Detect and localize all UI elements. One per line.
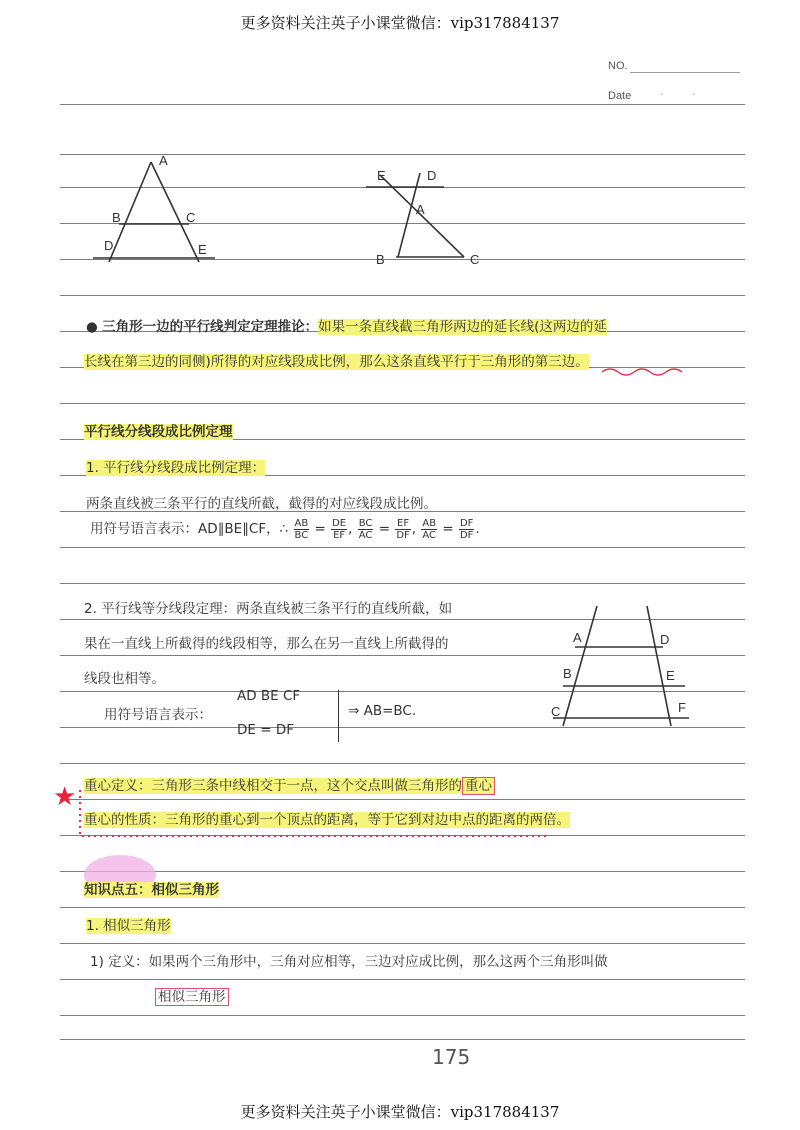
star-icon: ★ — [53, 782, 77, 812]
centroid-boxed-term: 重心 — [462, 777, 495, 795]
item2-line-2: 果在一直线上所截得的线段相等，那么在另一直线上所截得的 — [84, 636, 449, 652]
centroid-def-label: 重心定义： — [84, 778, 152, 794]
diagram2-label-d: D — [427, 168, 437, 183]
knowledge-def-label: 1) 定义： — [90, 954, 149, 970]
diagram1-label-b: B — [112, 210, 121, 225]
centroid-prop-text: 三角形的重心到一个顶点的距离，等于它到对边中点的距离的两倍。 — [165, 812, 570, 828]
item1-symbol: 用符号语言表示：AD∥BE∥CF，∴ $\frac{AB}{BC}$ = $\frac{DE}{EF}$ , $\frac{BC}{AC}$ = $\frac{EF}{DF}$ , $\frac{AB}{AC}$ = $\frac{DF}{DF}$ . — [90, 517, 480, 541]
brace-bar — [338, 690, 339, 742]
fraction-4: $\frac{EF}{DF}$ — [396, 517, 410, 541]
corollary-line-1 — [86, 315, 607, 335]
diagram3-label-a: A — [573, 630, 582, 645]
diagram1-label-e: E — [198, 242, 207, 257]
fraction-1: $\frac{AB}{BC}$ — [294, 517, 309, 541]
fraction-6: $\frac{DF}{DF}$ — [459, 517, 474, 541]
diagram1-label-c: C — [186, 210, 196, 225]
diagram1-label-a: A — [159, 153, 168, 168]
diagram1-label-d: D — [104, 238, 114, 253]
centroid-definition — [84, 774, 495, 794]
fraction-5: $\frac{AB}{AC}$ — [422, 517, 437, 541]
diagram3-label-e: E — [666, 668, 675, 683]
section-title: 平行线分线段成比例定理 — [84, 424, 233, 440]
corollary-label: 三角形一边的平行线判定定理推论： — [102, 319, 319, 335]
fraction-2: $\frac{DE}{EF}$ — [332, 517, 347, 541]
item2-result: ⇒ AB=BC. — [348, 703, 417, 719]
centroid-def-text: 三角形三条中线相交于一点，这个交点叫做三角形的 — [151, 778, 462, 794]
diagram3-label-d: D — [660, 632, 670, 647]
fraction-3: $\frac{BC}{AC}$ — [358, 517, 373, 541]
diagram3-label-c: C — [551, 704, 561, 719]
knowledge-def-text: 如果两个三角形中，三角对应相等，三边对应成比例，那么这两个三角形叫做 — [148, 954, 608, 970]
date-label: Date — [608, 90, 632, 102]
knowledge-definition — [90, 950, 608, 970]
no-label: NO. — [608, 60, 628, 72]
item2-line-1: 2. 平行线等分线段定理：两条直线被三条平行的直线所截，如 — [84, 601, 453, 617]
item2-condition-2: DE = DF — [237, 722, 294, 738]
corollary-text-1: 如果一条直线截三角形两边的延长线(这两边的延 — [318, 319, 607, 335]
knowledge-title: 知识点五：相似三角形 — [84, 882, 219, 898]
knowledge-sub-1: 1. 相似三角形 — [86, 918, 171, 934]
date-dot-1: · — [660, 88, 664, 100]
item2-condition-1: AD BE CF — [237, 688, 301, 704]
corollary-text-2: 长线在第三边的同侧)所得的对应线段成比例，那么这条直线平行于三角形的第三边。 — [84, 354, 589, 370]
diagram2-label-a: A — [416, 202, 425, 217]
watermark-bottom: 更多资料关注英子小课堂微信：vip317884137 — [240, 1103, 560, 1121]
item2-line-3: 线段也相等。 — [84, 671, 165, 687]
no-underline — [630, 72, 740, 73]
corollary-line-2 — [84, 350, 589, 370]
diagram2-label-e: E — [377, 168, 386, 183]
item1-title: 1. 平行线分线段成比例定理： — [86, 460, 266, 476]
item2-symbol-prefix: 用符号语言表示： — [104, 707, 212, 723]
centroid-property — [84, 808, 570, 828]
diagram3-label-f: F — [678, 700, 686, 715]
corollary-bullet: ● — [86, 319, 98, 335]
page-number: 175 — [432, 1045, 471, 1069]
item1-body: 两条直线被三条平行的直线所截，截得的对应线段成比例。 — [86, 496, 437, 512]
diagram2-label-c: C — [470, 252, 480, 267]
item1-symbol-prefix: 用符号语言表示：AD∥BE∥CF，∴ — [90, 521, 289, 537]
diagram-parallel-lines — [545, 600, 695, 730]
squiggle-underline — [600, 366, 690, 380]
diagram2-label-b: B — [376, 252, 385, 267]
watermark-top: 更多资料关注英子小课堂微信：vip317884137 — [240, 14, 560, 32]
knowledge-boxed-term: 相似三角形 — [155, 985, 229, 1005]
centroid-prop-label: 重心的性质： — [84, 812, 165, 828]
diagram3-label-b: B — [563, 666, 572, 681]
date-dot-2: · — [692, 88, 696, 100]
